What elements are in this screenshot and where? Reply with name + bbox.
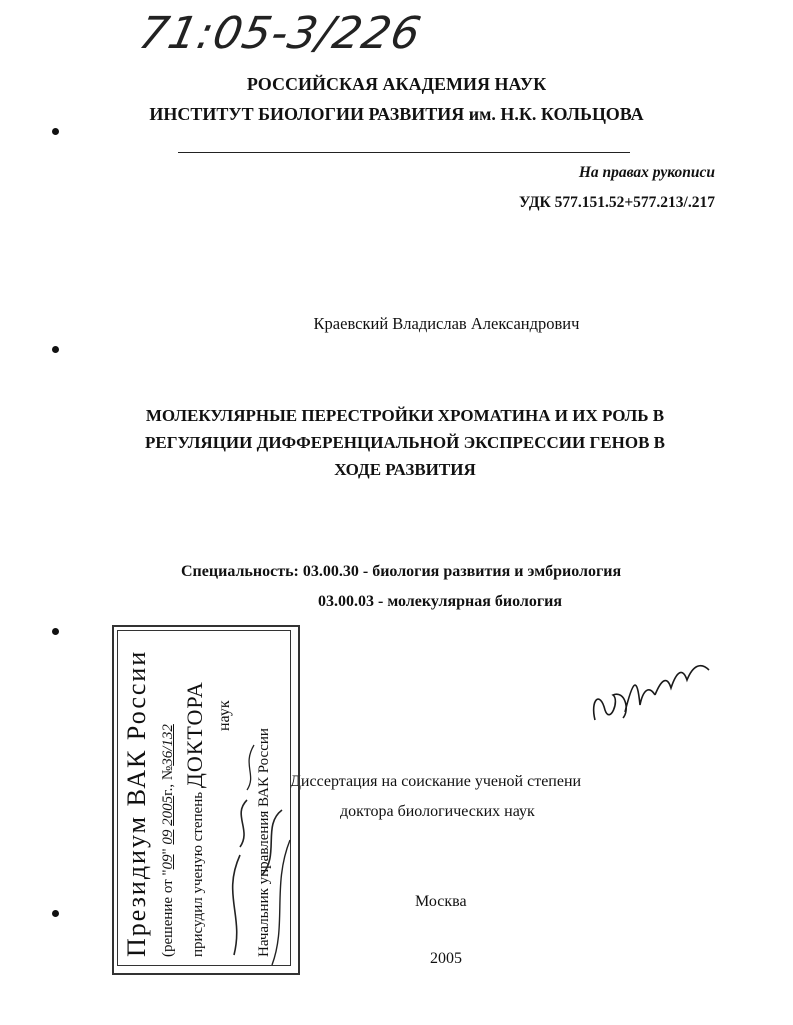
handwritten-registration-number: 71:05-3/226 [134,8,426,59]
stamp-decision-day: 09 [160,854,176,870]
dissertation-degree-line-1: Диссертация на соискание ученой степени [290,773,582,790]
stamp-date-separator: " [160,844,176,855]
stamp-head: Начальник управления ВАК России [256,728,272,957]
dissertation-degree-line-2: доктора биологических наук [340,803,535,820]
signature-handwriting [585,640,715,735]
specialty-line-2: 03.00.03 - молекулярная биология [318,593,563,610]
institute-name: ИНСТИТУТ БИОЛОГИИ РАЗВИТИЯ им. Н.К. КОЛЬЦОВА [149,104,644,124]
binding-dot [52,346,59,353]
stamp-header: Президиум ВАК России [122,649,151,957]
stamp-handwriting-overlay [112,625,300,977]
stamp-decision-prefix: (решение от " [160,869,176,957]
title-line-3: ХОДЕ РАЗВИТИЯ [334,460,476,479]
stamp-decision-number: 36/132 [160,724,176,766]
dissertation-title [140,402,670,483]
header-divider [178,152,630,153]
stamp-degree: ДОКТОРА [182,681,207,789]
stamp-decision-month: 09 [160,829,176,845]
city: Москва [415,893,467,910]
stamp-sciences: наук [216,700,233,731]
udk-code: УДК 577.151.52+577.213/.217 [519,194,715,211]
binding-dot [52,910,59,917]
binding-dot [52,128,59,135]
stamp-awarded-text: присудил ученую степень [190,791,206,957]
stamp-number-label: г., № [160,765,176,796]
organization-name: РОССИЙСКАЯ АКАДЕМИЯ НАУК [246,74,547,94]
author-name: Краевский Владислав Александрович [313,314,580,333]
binding-dot [52,628,59,635]
manuscript-rights: На правах рукописи [578,164,715,181]
title-line-2: РЕГУЛЯЦИИ ДИФФЕРЕНЦИАЛЬНОЙ ЭКСПРЕССИИ ГЕНОВ В [144,433,666,452]
vak-approval-stamp [112,625,300,977]
year: 2005 [430,950,462,967]
title-line-1: МОЛЕКУЛЯРНЫЕ ПЕРЕСТРОЙКИ ХРОМАТИНА И ИХ РОЛЬ В [145,406,665,425]
stamp-decision-year: 2005 [160,795,176,826]
specialty-line-1: Специальность: 03.00.30 - биология развития и эмбриология [181,563,622,580]
